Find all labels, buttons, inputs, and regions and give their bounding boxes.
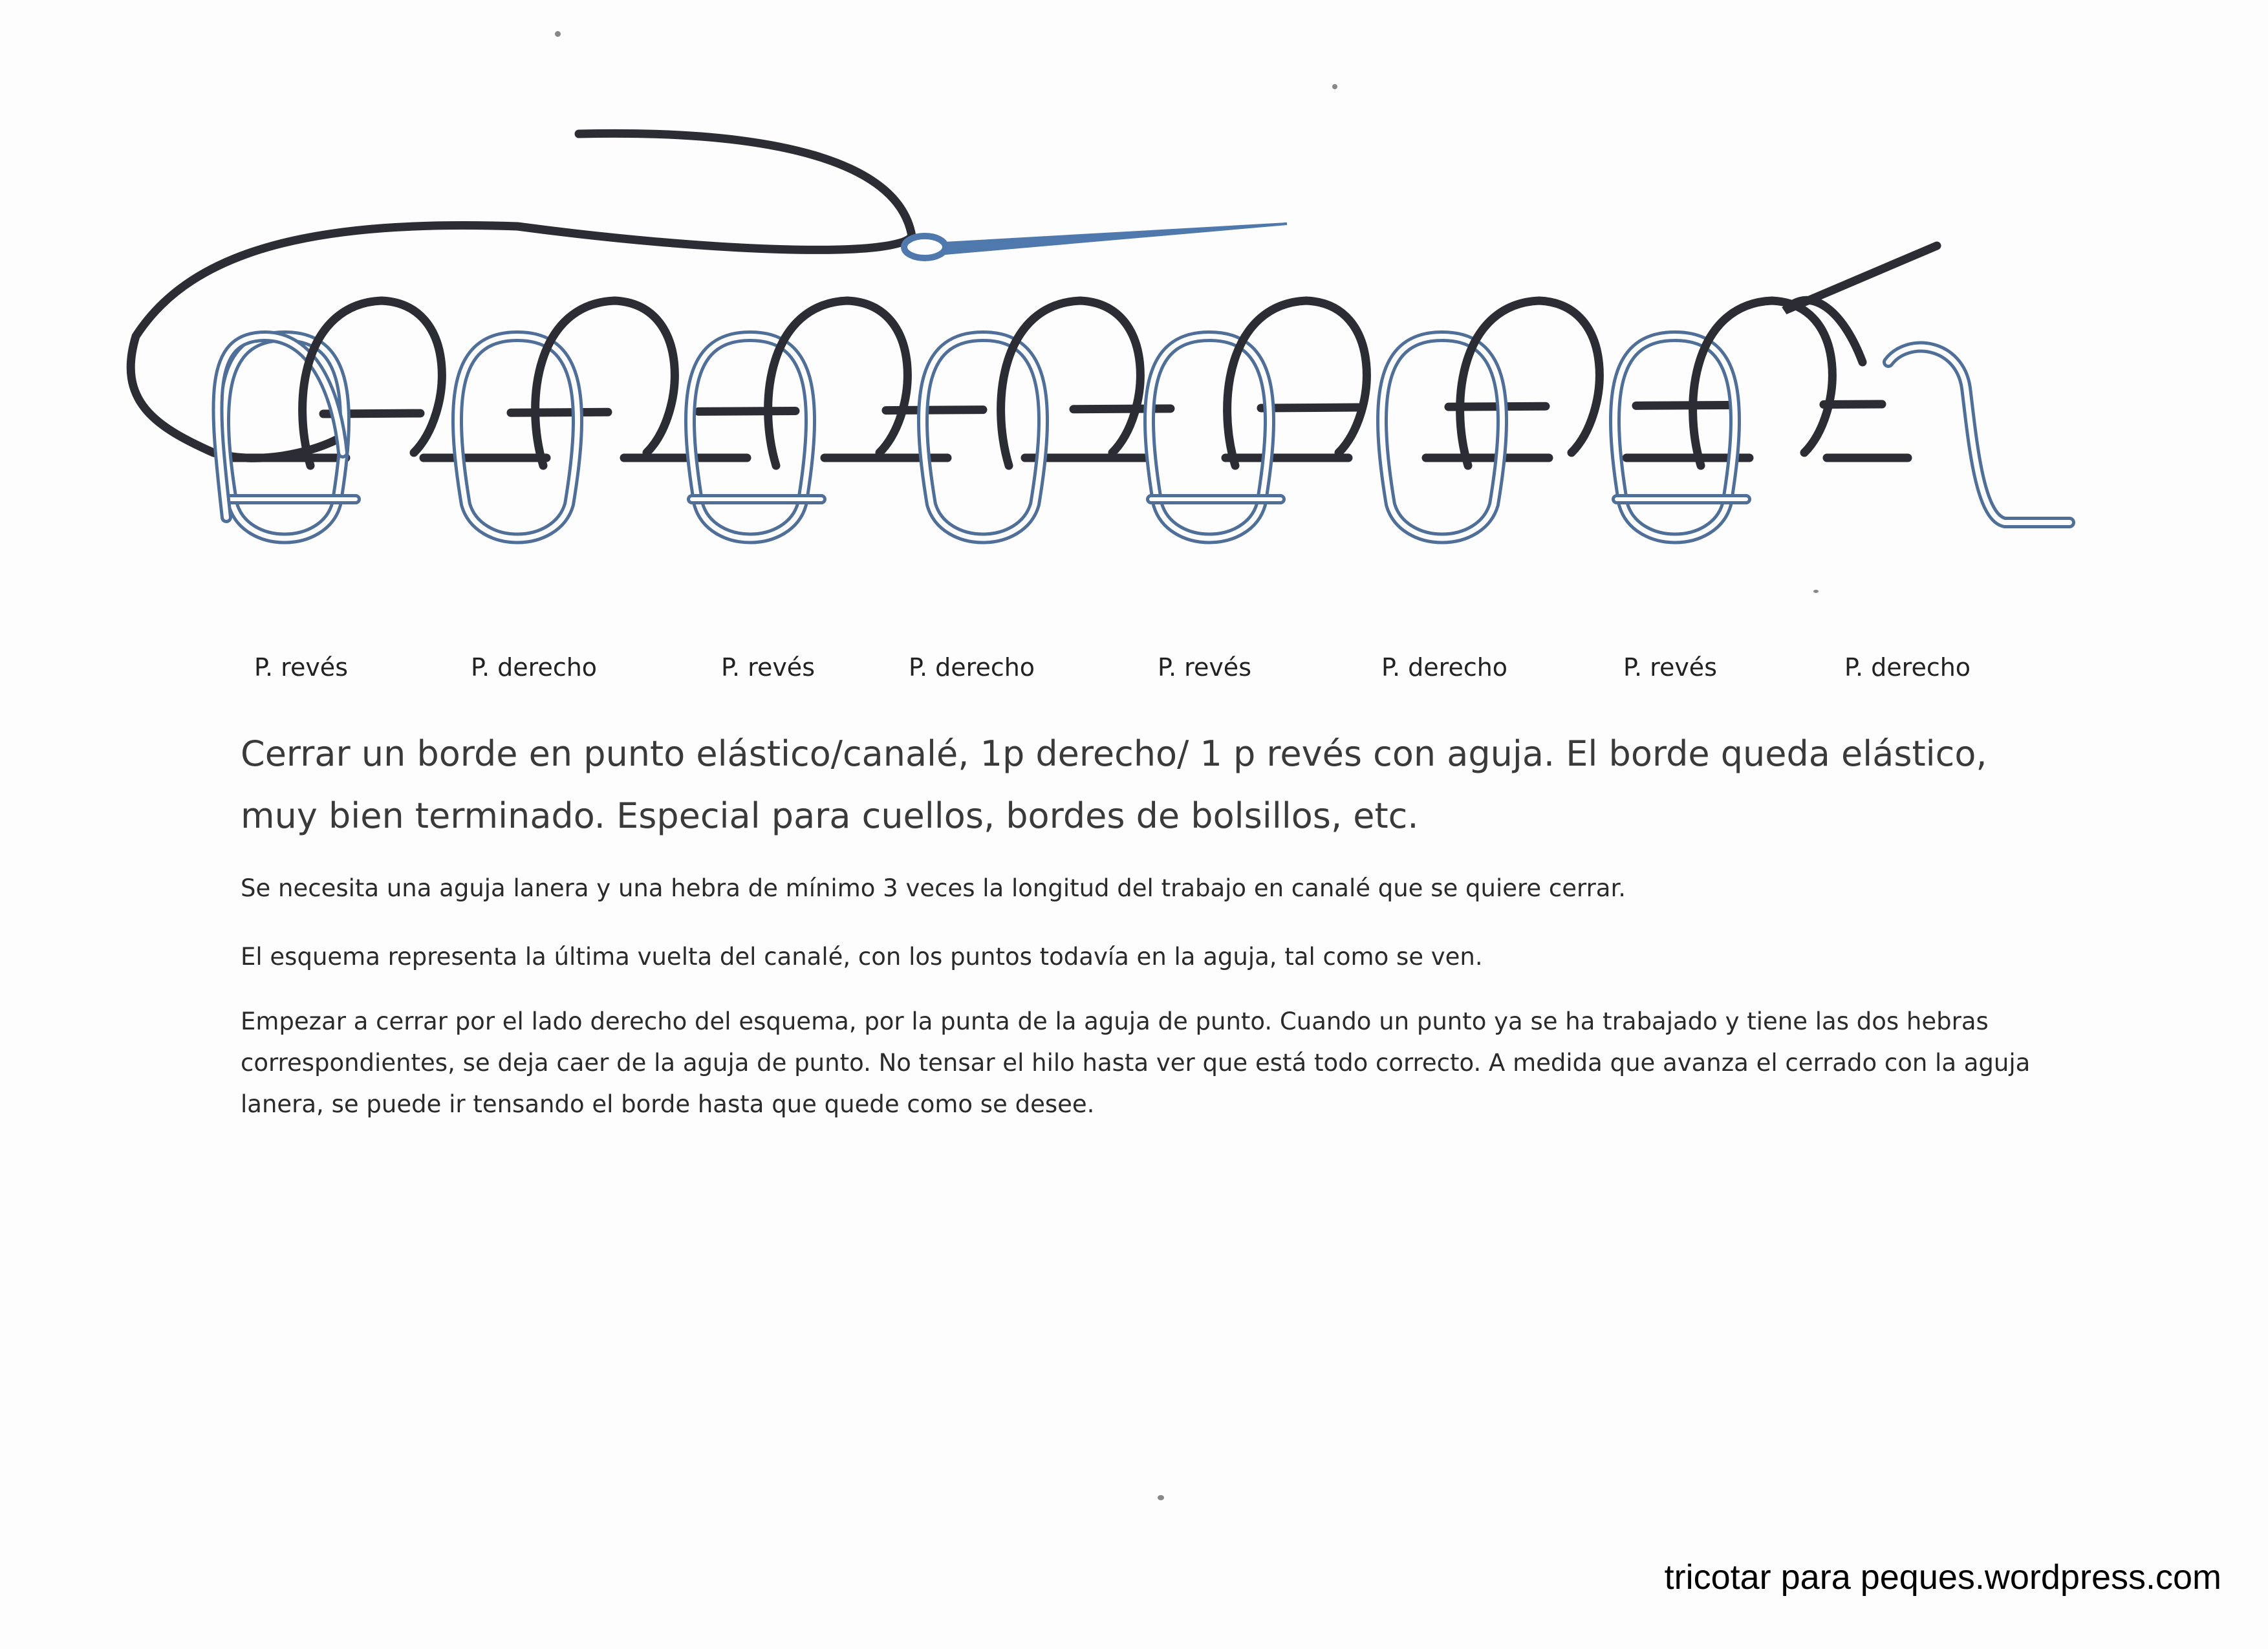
yarn-wrap <box>1460 301 1600 466</box>
stitch-loop <box>923 336 1043 539</box>
tapestry-needle-icon <box>904 224 1287 258</box>
materials-paragraph: Se necesita una aguja lanera y una hebra de mínimo 3 veces la longitud del trabajo en canalé que se quiere cerrar. <box>241 874 1626 902</box>
yarn-wraps <box>303 301 1833 466</box>
scan-speck <box>1813 590 1819 593</box>
stitch-loop <box>1382 336 1502 539</box>
yarn-tail <box>1888 347 2069 523</box>
dark-strands <box>223 404 1908 458</box>
yarn-wrap <box>535 301 675 466</box>
instructions-paragraph: Empezar a cerrar por el lado derecho del esquema, por la punta de la aguja de punto. Cuando un punto ya se ha trabajado y tiene las dos hebras correspondientes, se deja caer de la aguja de punto. No tensar el hilo hasta ver que está todo correcto. A medida que avanza el cerrado con la aguja lanera, se puede ir tensando el borde hasta que quede como se desee. <box>241 1008 2031 1118</box>
scan-speck <box>1332 84 1337 89</box>
stitch-loop <box>1149 336 1269 539</box>
stitch-loop <box>224 336 345 539</box>
knitting-diagram <box>0 0 2268 582</box>
stitch-loop <box>457 336 578 539</box>
yarn-wrap <box>1227 301 1367 466</box>
yarn-wrap <box>1001 301 1141 466</box>
scan-speck <box>555 31 561 37</box>
stitch-label-5: P. revés <box>1158 653 1251 682</box>
stitch-label-6: P. derecho <box>1381 653 1508 682</box>
stitch-loop <box>690 336 810 539</box>
stitch-label-1: P. revés <box>254 653 348 682</box>
stitch-label-8: P. derecho <box>1844 653 1971 682</box>
stitch-label-3: P. revés <box>721 653 815 682</box>
stitch-label-2: P. derecho <box>471 653 598 682</box>
scan-speck <box>1158 1495 1164 1500</box>
page-title: Cerrar un borde en punto elástico/canalé, 1p derecho/ 1 p revés con aguja. El borde queda elástico, muy bien terminado. Especial para cuellos, bordes de bolsillos, etc. <box>241 733 1987 836</box>
stitch-loop <box>1615 336 1735 539</box>
stitch-loops <box>217 336 1746 539</box>
yarn-wrap <box>768 301 908 466</box>
stitch-label-7: P. revés <box>1623 653 1717 682</box>
diagram-explanation-paragraph: El esquema representa la última vuelta del canalé, con los puntos todavía en la aguja, tal como se ven. <box>241 943 1483 971</box>
stitch-label-4: P. derecho <box>909 653 1035 682</box>
yarn-wrap <box>1693 301 1833 466</box>
watermark: tricotar para peques.wordpress.com <box>1664 1558 2221 1597</box>
